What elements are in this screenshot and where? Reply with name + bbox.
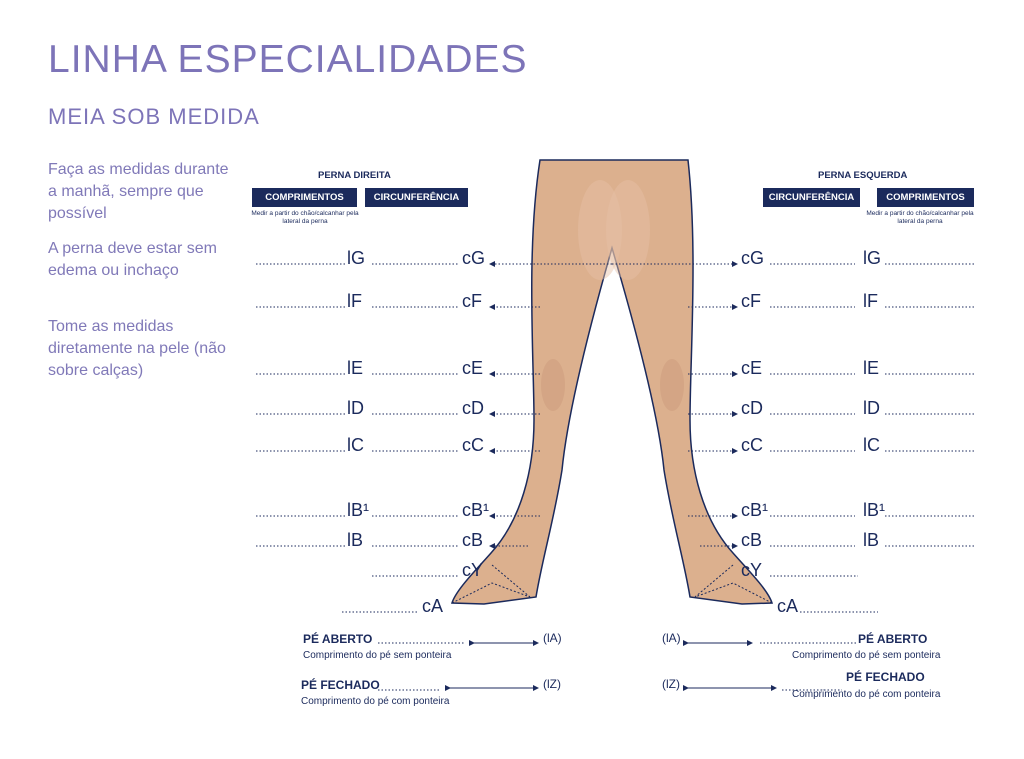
tip-on-skin: Tome as medidas diretamente na pele (não sobre calças)	[48, 318, 226, 379]
left-length-badge: COMPRIMENTOS	[877, 188, 974, 207]
right-circ-a: cA	[422, 596, 444, 616]
left-circ-c: cC	[741, 435, 763, 455]
right-length-e: lE	[347, 358, 364, 378]
right-length-d: lD	[347, 398, 364, 418]
left-circ-a: cA	[777, 596, 799, 616]
right-length-c: lC	[347, 435, 364, 455]
left-length-b: lB	[863, 530, 880, 550]
left-length-c: lC	[863, 435, 880, 455]
right-length-b: lB	[347, 530, 364, 550]
page-subtitle: MEIA SOB MEDIDA	[48, 104, 260, 129]
left-measure-note: Medir a partir do chão/calcanhar pela lateral da perna	[866, 210, 974, 225]
left-circ-badge: CIRCUNFERÊNCIA	[763, 188, 860, 207]
left-circ-e: cE	[741, 358, 763, 378]
left-circ-f: cF	[741, 291, 761, 311]
right-circ-b1: cB¹	[462, 500, 489, 520]
page-title: LINHA ESPECIALIDADES	[48, 38, 528, 81]
left-closed-foot-desc: Comprimento do pé com ponteira	[792, 689, 941, 700]
right-circ-y: cY	[462, 560, 484, 580]
left-closed-foot-label: PÉ FECHADO	[846, 670, 925, 684]
left-length-d: lD	[863, 398, 880, 418]
right-circ-e: cE	[462, 358, 484, 378]
right-measure-note: Medir a partir do chão/calcanhar pela lateral da perna	[251, 210, 359, 225]
left-circ-d: cD	[741, 398, 763, 418]
left-open-foot-label: PÉ ABERTO	[858, 632, 928, 646]
right-open-foot-code: (lA)	[543, 631, 562, 645]
right-circ-g: cG	[462, 248, 486, 268]
left-length-e: lE	[863, 358, 880, 378]
right-length-g: lG	[347, 248, 365, 268]
left-circ-g: cG	[741, 248, 765, 268]
right-leg-title: PERNA DIREITA	[318, 170, 391, 181]
right-open-foot-label: PÉ ABERTO	[303, 632, 373, 646]
right-length-f: lF	[347, 291, 362, 311]
left-circ-b: cB	[741, 530, 763, 550]
left-open-foot-desc: Comprimento do pé sem ponteira	[792, 650, 941, 661]
right-circ-f: cF	[462, 291, 482, 311]
left-circ-b1: cB¹	[741, 500, 768, 520]
left-open-foot-code: (lA)	[662, 631, 681, 645]
right-circ-d: cD	[462, 398, 484, 418]
tip-morning: Faça as medidas durante a manhã, sempre que possível	[48, 161, 229, 222]
left-length-b1: lB¹	[863, 500, 885, 520]
right-closed-foot-code: (lZ)	[543, 677, 561, 691]
left-length-f: lF	[863, 291, 878, 311]
left-closed-foot-code: (lZ)	[662, 677, 680, 691]
right-circ-b: cB	[462, 530, 484, 550]
right-closed-foot-label: PÉ FECHADO	[301, 678, 380, 692]
left-length-g: lG	[863, 248, 881, 268]
right-circ-c: cC	[462, 435, 484, 455]
right-length-b1: lB¹	[347, 500, 369, 520]
right-circ-badge: CIRCUNFERÊNCIA	[365, 188, 468, 207]
right-closed-foot-desc: Comprimento do pé com ponteira	[301, 696, 450, 707]
left-leg-title: PERNA ESQUERDA	[818, 170, 908, 181]
right-open-foot-desc: Comprimento do pé sem ponteira	[303, 650, 452, 661]
right-length-badge: COMPRIMENTOS	[252, 188, 357, 207]
tip-no-edema: A perna deve estar sem edema ou inchaço	[48, 240, 217, 279]
left-circ-y: cY	[741, 560, 763, 580]
